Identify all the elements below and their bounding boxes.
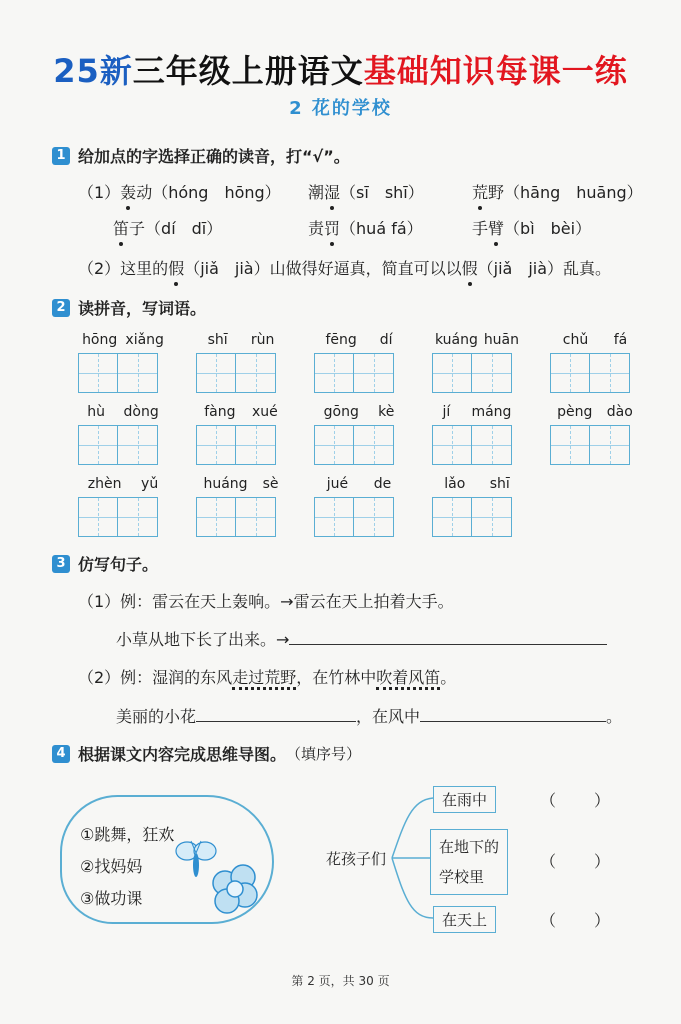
pinyin-syllable: de — [373, 476, 392, 492]
dotted-phrase: 走过荒野 — [232, 668, 296, 690]
pinyin-syllable: fá — [613, 332, 628, 348]
q1-number-badge: 1 — [52, 147, 70, 165]
sentence-text: （2）例：湿润的东风 — [78, 668, 233, 687]
option-3: ③做功课 — [80, 889, 143, 908]
pinyin-syllable: máng — [471, 404, 512, 420]
dotted-char: 湿 — [324, 180, 340, 203]
dotted-char: 轰 — [120, 180, 136, 203]
mindmap-branch-underground — [430, 829, 508, 895]
mindmap-branch-rain: 在雨中 — [433, 786, 496, 813]
pinyin-syllable: hōng — [82, 332, 118, 348]
pinyin-options[interactable]: （bì bèi） — [504, 219, 592, 238]
q3-example-1: （1）例：雷云在天上轰响。→雷云在天上拍着大手。 — [78, 592, 454, 611]
pinyin-syllable: kuáng — [434, 332, 478, 348]
word-char: 动 — [136, 183, 153, 202]
pinyin-syllable: huān — [483, 332, 520, 348]
pinyin-syllable: zhèn — [87, 476, 122, 492]
dotted-char: 假 — [462, 256, 478, 279]
mindmap-branch-sky: 在天上 — [433, 906, 496, 933]
branch-text: 学校里 — [439, 868, 485, 886]
word-char: 潮 — [308, 183, 325, 202]
dotted-char: 荒 — [472, 180, 488, 203]
option-1: ①跳舞，狂欢 — [80, 825, 175, 844]
pinyin-syllable: shī — [207, 332, 228, 348]
title-part-red: 基础知识每课一练 — [363, 52, 628, 90]
pinyin-options[interactable]: （hāng huāng） — [504, 183, 643, 202]
answer-slot[interactable]: （ ） — [540, 791, 613, 810]
branch-text: 在地下的 — [439, 838, 500, 856]
dotted-phrase: 吹着风笛 — [376, 668, 440, 690]
pinyin-syllable: dào — [606, 404, 633, 420]
q3-title: 仿写句子。 — [78, 555, 159, 574]
pinyin-syllable: gōng — [323, 404, 359, 420]
pinyin-syllable: yǔ — [141, 476, 159, 492]
word-char: 手 — [472, 219, 489, 238]
pinyin-syllable: pèng — [557, 404, 593, 420]
q4-number-badge: 4 — [52, 745, 70, 763]
dotted-char: 罚 — [324, 216, 340, 239]
sentence-text: （2）这里的 — [78, 259, 169, 278]
dotted-char: 笛 — [113, 216, 129, 239]
pinyin-syllable: dòng — [123, 404, 159, 420]
task-prompt: 小草从地下长了出来。→ — [116, 630, 290, 649]
pinyin-syllable: dí — [379, 332, 393, 348]
mindmap-center: 花孩子们 — [326, 850, 387, 868]
answer-slot[interactable]: （ ） — [540, 852, 613, 871]
option-2: ②找妈妈 — [80, 857, 143, 876]
pinyin-syllable: rùn — [250, 332, 275, 348]
pinyin-syllable: jí — [442, 404, 451, 420]
q3-number-badge: 3 — [52, 555, 70, 573]
q4-title: 根据课文内容完成思维导图。 — [78, 745, 287, 764]
pinyin-syllable: fēng — [325, 332, 357, 348]
sentence-text: 。 — [440, 668, 457, 687]
word-char: 野 — [488, 183, 505, 202]
pinyin-syllable: hù — [87, 404, 105, 420]
pinyin-syllable: jué — [326, 476, 349, 492]
pinyin-syllable: chǔ — [562, 332, 589, 348]
word-char: 责 — [308, 219, 325, 238]
q1-title: 给加点的字选择正确的读音，打“√”。 — [78, 147, 350, 166]
sentence-text[interactable]: （jiǎ jià）山做得好逼真，简直可以以 — [184, 259, 462, 278]
word-char: 子 — [129, 219, 146, 238]
pinyin-syllable: fàng — [204, 404, 236, 420]
page-footer: 第 2 页，共 30 页 — [291, 974, 390, 988]
q1-part1-label: （1） — [78, 183, 121, 202]
pinyin-options[interactable]: （huá fá） — [340, 219, 423, 238]
pinyin-options[interactable]: （hóng hōng） — [152, 183, 281, 202]
sentence-text: ，在竹林中 — [296, 668, 377, 687]
task-prompt: ，在风中 — [356, 707, 421, 726]
task-prompt: 美丽的小花 — [116, 707, 197, 726]
dotted-char: 臂 — [488, 216, 504, 239]
pinyin-syllable: xué — [251, 404, 278, 420]
pinyin-options[interactable]: （sī shī） — [340, 183, 424, 202]
pinyin-options[interactable]: （dí dī） — [145, 219, 223, 238]
pinyin-syllable: huáng — [203, 476, 248, 492]
lesson-subtitle: 2 花的学校 — [289, 98, 392, 119]
sentence-text[interactable]: （jiǎ jià）乱真。 — [477, 259, 612, 278]
q2-title: 读拼音，写词语。 — [78, 299, 207, 318]
pinyin-syllable: shī — [489, 476, 510, 492]
task-prompt: 。 — [606, 707, 623, 726]
title-part-blue: 25新 — [53, 52, 133, 90]
pinyin-syllable: kè — [378, 404, 395, 420]
answer-slot[interactable]: （ ） — [540, 911, 613, 930]
q4-note: （填序号） — [286, 745, 362, 763]
dotted-char: 假 — [168, 256, 184, 279]
title-part-black: 三年级上册语文 — [132, 52, 364, 90]
pinyin-syllable: lǎo — [444, 476, 466, 492]
q2-number-badge: 2 — [52, 299, 70, 317]
pinyin-syllable: sè — [262, 476, 279, 492]
pinyin-syllable: xiǎng — [125, 332, 164, 348]
